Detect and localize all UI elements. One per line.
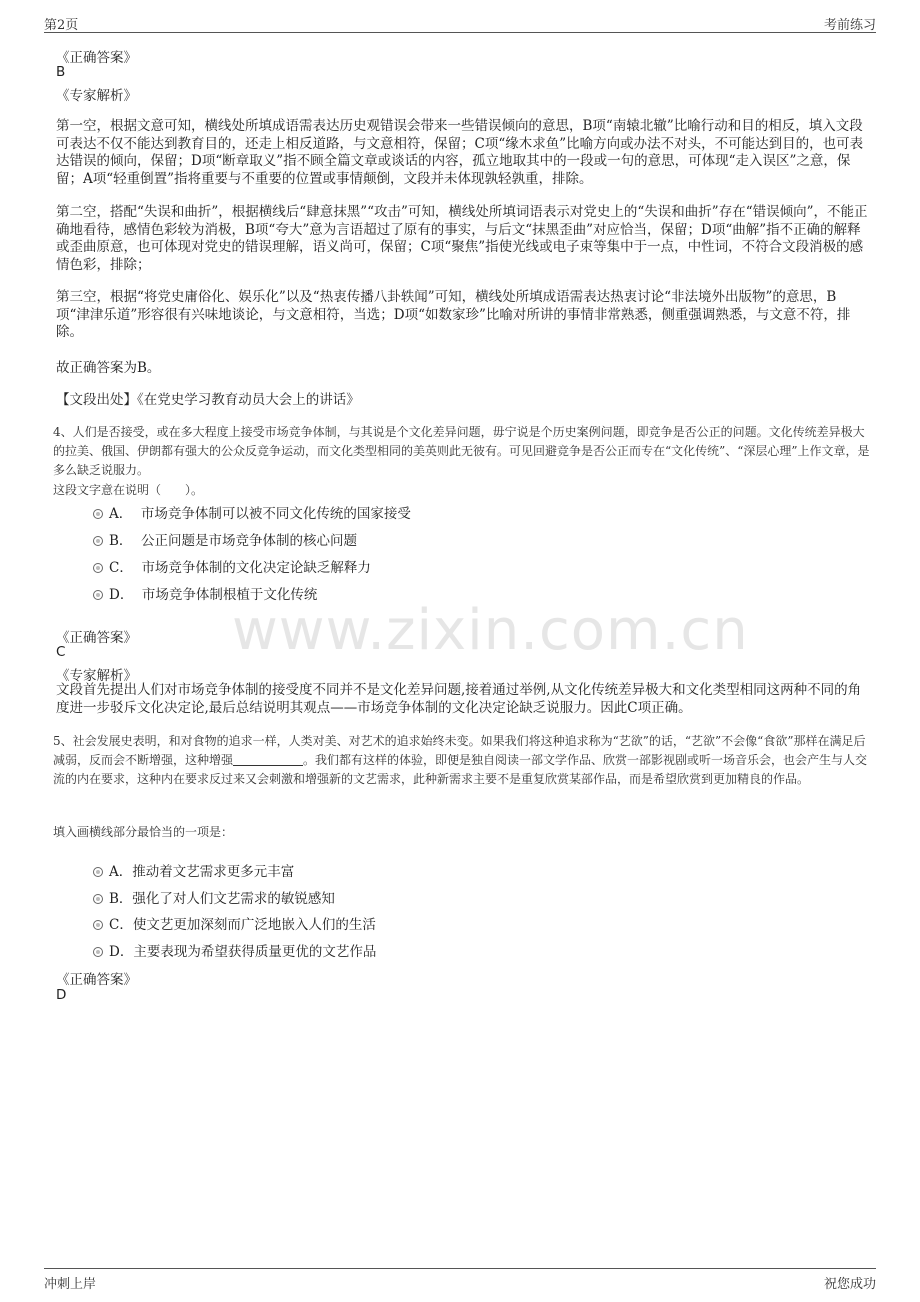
- radio-icon[interactable]: [93, 509, 103, 519]
- radio-icon[interactable]: [93, 947, 103, 957]
- q4-option-c[interactable]: C． 市场竞争体制的文化决定论缺乏解释力: [93, 556, 371, 576]
- q4-analysis: 文段首先提出人们对市场竞争体制的接受度不同并不是文化差异问题,接着通过举例,从文化传统差异极大和文化类型相同这两种不同的角度进一步驳斥文化决定论,最后总结说明其观点——市场竞争体制的文化决定论缺乏说服力。因此C项正确。: [56, 682, 862, 716]
- page-footer: [44, 1268, 876, 1291]
- q3-analysis-p1: 第一空，根据文意可知，横线处所填成语需表达历史观错误会带来一些错误倾向的意思，B项“南辕北辙”比喻行动和目的相反，填入文段可表达不仅不能达到教育目的，还走上相反道路，与文意相符，保留；C项“缘木求鱼”比喻方向或办法不对头，不可能达到目的，也可表达错误的倾向，保留；D项“断章取义”指不顾全篇文章或谈话的内容，孤立地取其中的一段或一句的意思，可体现“走入误区”之意，保留；A项“轻重倒置”指将重要与不重要的位置或事情颠倒，文段并未体现孰轻孰重，排除。: [56, 118, 864, 187]
- q4-answer: C: [56, 644, 66, 660]
- q5-option-d[interactable]: D．主要表现为希望获得质量更优的文艺作品: [93, 940, 376, 960]
- q4-answer-label: 《正确答案》: [56, 630, 137, 646]
- footer-left: 冲刺上岸: [44, 1277, 97, 1292]
- q4-analysis-label: 《专家解析》: [56, 668, 137, 684]
- q5-stem: 5、社会发展史表明，和对食物的追求一样，人类对美、对艺术的追求始终未变。如果我们将这种追求称为“艺欲”的话，“艺欲”不会像“食欲”那样在满足后减弱，反而会不断增强，这种增强 。我们都有这样的体验，即便是独自阅读一部文学作品、欣赏一部影视剧或听一场音乐会，也会产生与人交流的内在要求，这种内在要求反过来又会刺激和增强新的文艺需求，此种新需求主要不是重复欣赏某部作品，而是希望欣赏到更加精良的作品。: [53, 734, 868, 786]
- page-header: [44, 12, 876, 33]
- footer-right: 祝您成功: [823, 1277, 876, 1292]
- q5-prompt: 填入画横线部分最恰当的一项是：: [53, 825, 234, 839]
- q3-answer-label: 《正确答案》: [56, 50, 137, 66]
- q4-option-d[interactable]: D． 市场竞争体制根植于文化传统: [93, 583, 317, 603]
- q4-option-a[interactable]: A． 市场竞争体制可以被不同文化传统的国家接受: [93, 502, 411, 522]
- q5-option-c[interactable]: C．使文艺更加深刻而广泛地嵌入人们的生活: [93, 913, 376, 933]
- page-number: 第2页: [44, 18, 79, 33]
- q3-answer: B: [56, 64, 66, 80]
- q5-option-b[interactable]: B．强化了对人们文艺需求的敏锐感知: [93, 887, 335, 907]
- radio-icon[interactable]: [93, 563, 103, 573]
- radio-icon[interactable]: [93, 894, 103, 904]
- q5-answer-label: 《正确答案》: [56, 972, 137, 988]
- q5-option-a[interactable]: A．推动着文艺需求更多元丰富: [93, 860, 294, 880]
- radio-icon[interactable]: [93, 867, 103, 877]
- q3-analysis-p2: 第二空，搭配“失误和曲折”，根据横线后“肆意抹黑”“攻击”可知，横线处所填词语表示对党史上的“失误和曲折”存在“错误倾向”，不能正确地看待，感情色彩较为消极，B项“夸大”意为言语超过了原有的事实，与后文“抹黑歪曲”对应恰当，保留；D项“曲解”指不正确的解释或歪曲原意，也可体现对党史的错误理解，语义尚可，保留；C项“聚焦”指使光线或电子束等集中于一点，中性词，不符合文段消极的感情色彩，排除；: [56, 204, 868, 273]
- q4-stem: 4、人们是否接受，或在多大程度上接受市场竞争体制，与其说是个文化差异问题，毋宁说是个历史案例问题，即竞争是否公正的问题。文化传统差异极大的拉美、俄国、伊朗都有强大的公众反竞争运动，而文化类型相同的美英则此无彼有。可见回避竞争是否公正而专在“文化传统”、“深层心理”上作文章，是多么缺乏说服力。: [53, 425, 870, 477]
- q5-answer: D: [56, 987, 67, 1003]
- fill-blank: [233, 753, 303, 766]
- q3-conclusion: 故正确答案为B。: [56, 360, 161, 376]
- radio-icon[interactable]: [93, 590, 103, 600]
- q4-option-b[interactable]: B． 公正问题是市场竞争体制的核心问题: [93, 529, 357, 549]
- q3-analysis-label: 《专家解析》: [56, 88, 137, 104]
- radio-icon[interactable]: [93, 920, 103, 930]
- watermark: www.zixin.com.cn: [232, 598, 749, 663]
- q3-source: 【文段出处】《在党史学习教育动员大会上的讲话》: [56, 392, 360, 408]
- q3-analysis-p3: 第三空，根据“将党史庸俗化、娱乐化”以及“热衷传播八卦轶闻”可知，横线处所填成语需表达热衷讨论“非法境外出版物”的意思，B项“津津乐道”形容很有兴味地谈论，与文意相符，当选；D项“如数家珍”比喻对所讲的事情非常熟悉，侧重强调熟悉，与文意不符，排除。: [56, 289, 851, 340]
- section-title: 考前练习: [823, 18, 876, 33]
- q4-prompt: 这段文字意在说明（ ）。: [53, 483, 204, 497]
- radio-icon[interactable]: [93, 536, 103, 546]
